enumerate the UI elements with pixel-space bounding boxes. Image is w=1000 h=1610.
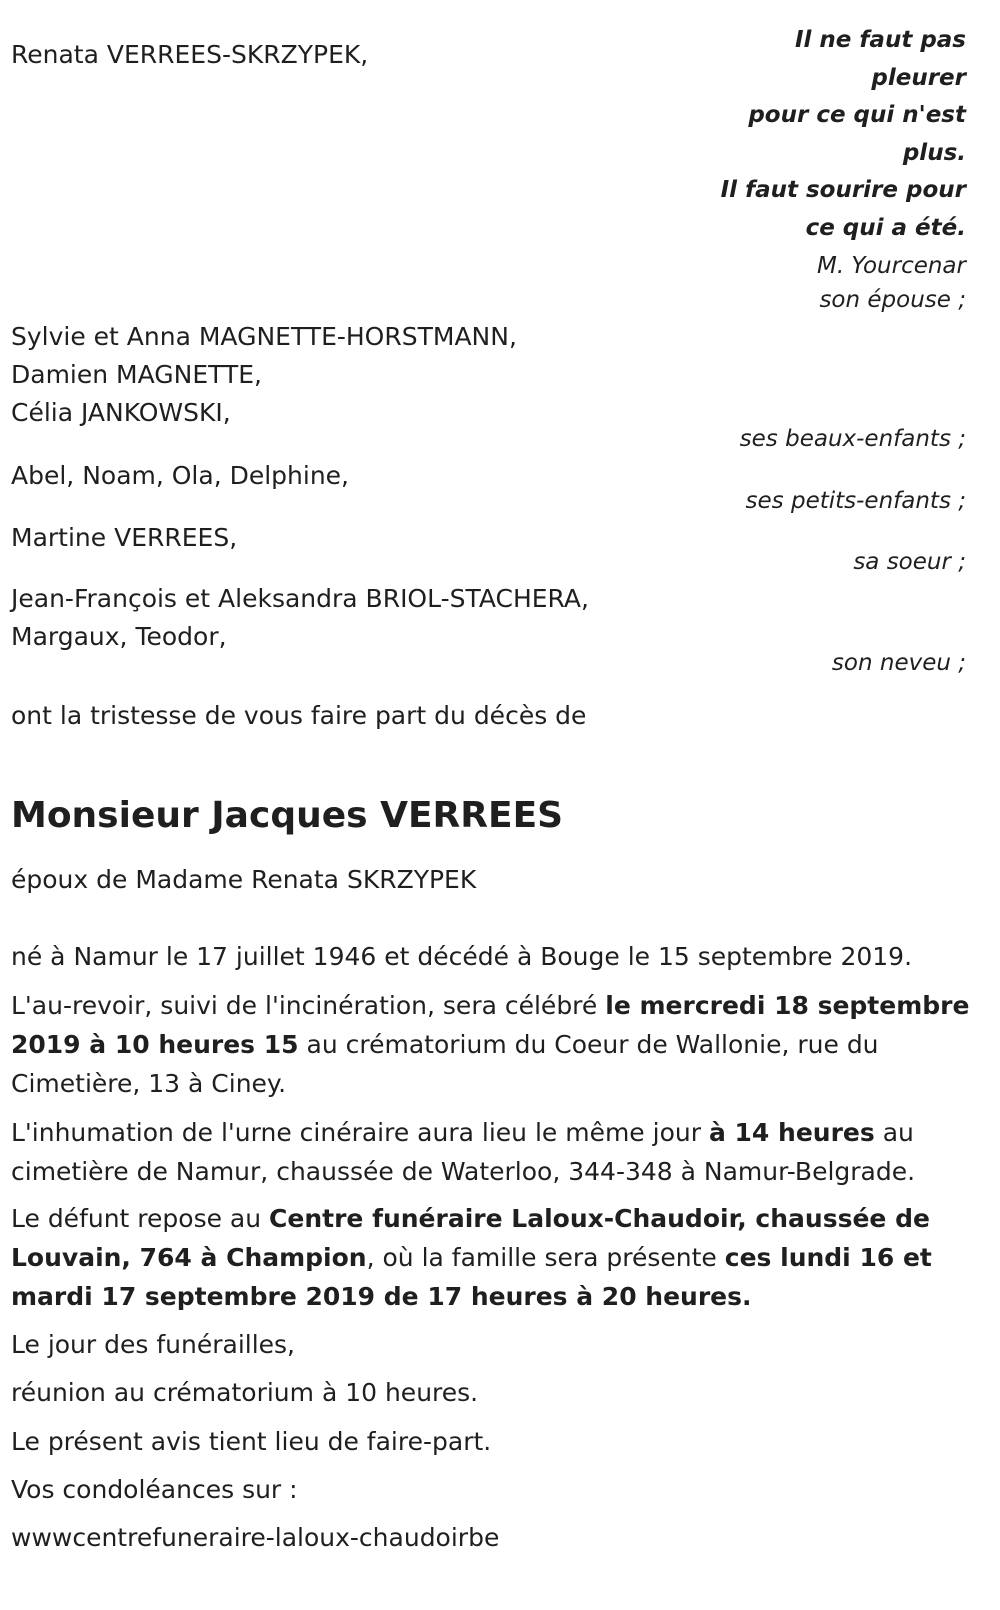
family-name: Sylvie et Anna MAGNETTE-HORSTMANN,	[11, 322, 517, 351]
ceremony-place: au crématorium du Coeur de Wallonie, rue du Cimetière, 13 à Ciney.	[11, 1030, 879, 1098]
quote-line: ce qui a été.	[805, 214, 966, 241]
rest-text-2: , où la famille sera présente	[366, 1243, 725, 1272]
quote-line: Il ne faut pas	[794, 27, 966, 53]
quote	[636, 22, 966, 247]
ceremony-text: L'au-revoir, suivi de l'incinération, sera célébré	[11, 991, 606, 1020]
family-name: Jean-François et Aleksandra BRIOL-STACHERA,	[11, 584, 589, 613]
visiting-hours: ces lundi 16 et mardi 17 septembre 2019 de 17 heures à 20 heures.	[11, 1243, 932, 1311]
relation-nephew: son neveu ;	[831, 650, 966, 676]
burial-text: L'inhumation de l'urne cinéraire aura lieu le même jour	[11, 1118, 709, 1147]
rest-text: Le défunt repose au	[11, 1204, 270, 1233]
spouse-of: époux de Madame Renata SKRZYPEK	[11, 865, 477, 894]
family-name: Célia JANKOWSKI,	[11, 398, 231, 427]
deceased-name: Monsieur Jacques VERREES	[11, 795, 564, 836]
ceremony-paragraph	[11, 986, 986, 1103]
step-children-names	[11, 318, 517, 432]
condolences-label: Vos condoléances sur :	[11, 1475, 298, 1504]
funeral-day: Le jour des funérailles,	[11, 1330, 296, 1359]
burial-time: à 14 heures	[708, 1118, 875, 1147]
birth-death: né à Namur le 17 juillet 1946 et décédé à Bouge le 15 septembre 2019.	[11, 942, 913, 971]
relation-step-children: ses beaux-enfants ;	[739, 426, 966, 452]
quote-author: M. Yourcenar	[816, 253, 966, 279]
spouse-name: Renata VERREES-SKRZYPEK,	[11, 40, 369, 69]
rest-paragraph	[11, 1199, 986, 1316]
quote-line: Il faut sourire pour	[720, 177, 966, 203]
quote-line: pleurer	[871, 64, 966, 91]
relation-spouse: son épouse ;	[819, 287, 966, 313]
quote-line: plus.	[902, 139, 966, 166]
rest-place: Centre funéraire Laloux-Chaudoir, chaussée de Louvain, 764 à Champion	[11, 1204, 930, 1272]
meeting-info: réunion au crématorium à 10 heures.	[11, 1378, 479, 1407]
ceremony-date: le mercredi 18 septembre 2019 à 10 heures 15	[11, 991, 970, 1059]
relation-sister: sa soeur ;	[853, 549, 966, 575]
notice: Le présent avis tient lieu de faire-part.	[11, 1427, 492, 1456]
nephew-names	[11, 580, 589, 656]
burial-place: au cimetière de Namur, chaussée de Waterloo, 344-348 à Namur-Belgrade.	[11, 1118, 916, 1186]
sister-name: Martine VERREES,	[11, 523, 238, 552]
burial-paragraph	[11, 1113, 986, 1191]
relation-grandchildren: ses petits-enfants ;	[745, 488, 966, 514]
quote-line: pour ce qui n'est	[748, 102, 966, 128]
condolences-url[interactable]: wwwcentrefuneraire-laloux-chaudoirbe	[11, 1523, 500, 1552]
family-name: Margaux, Teodor,	[11, 622, 227, 651]
announcement: ont la tristesse de vous faire part du décès de	[11, 701, 587, 730]
family-name: Damien MAGNETTE,	[11, 360, 262, 389]
grandchildren-names: Abel, Noam, Ola, Delphine,	[11, 461, 350, 490]
